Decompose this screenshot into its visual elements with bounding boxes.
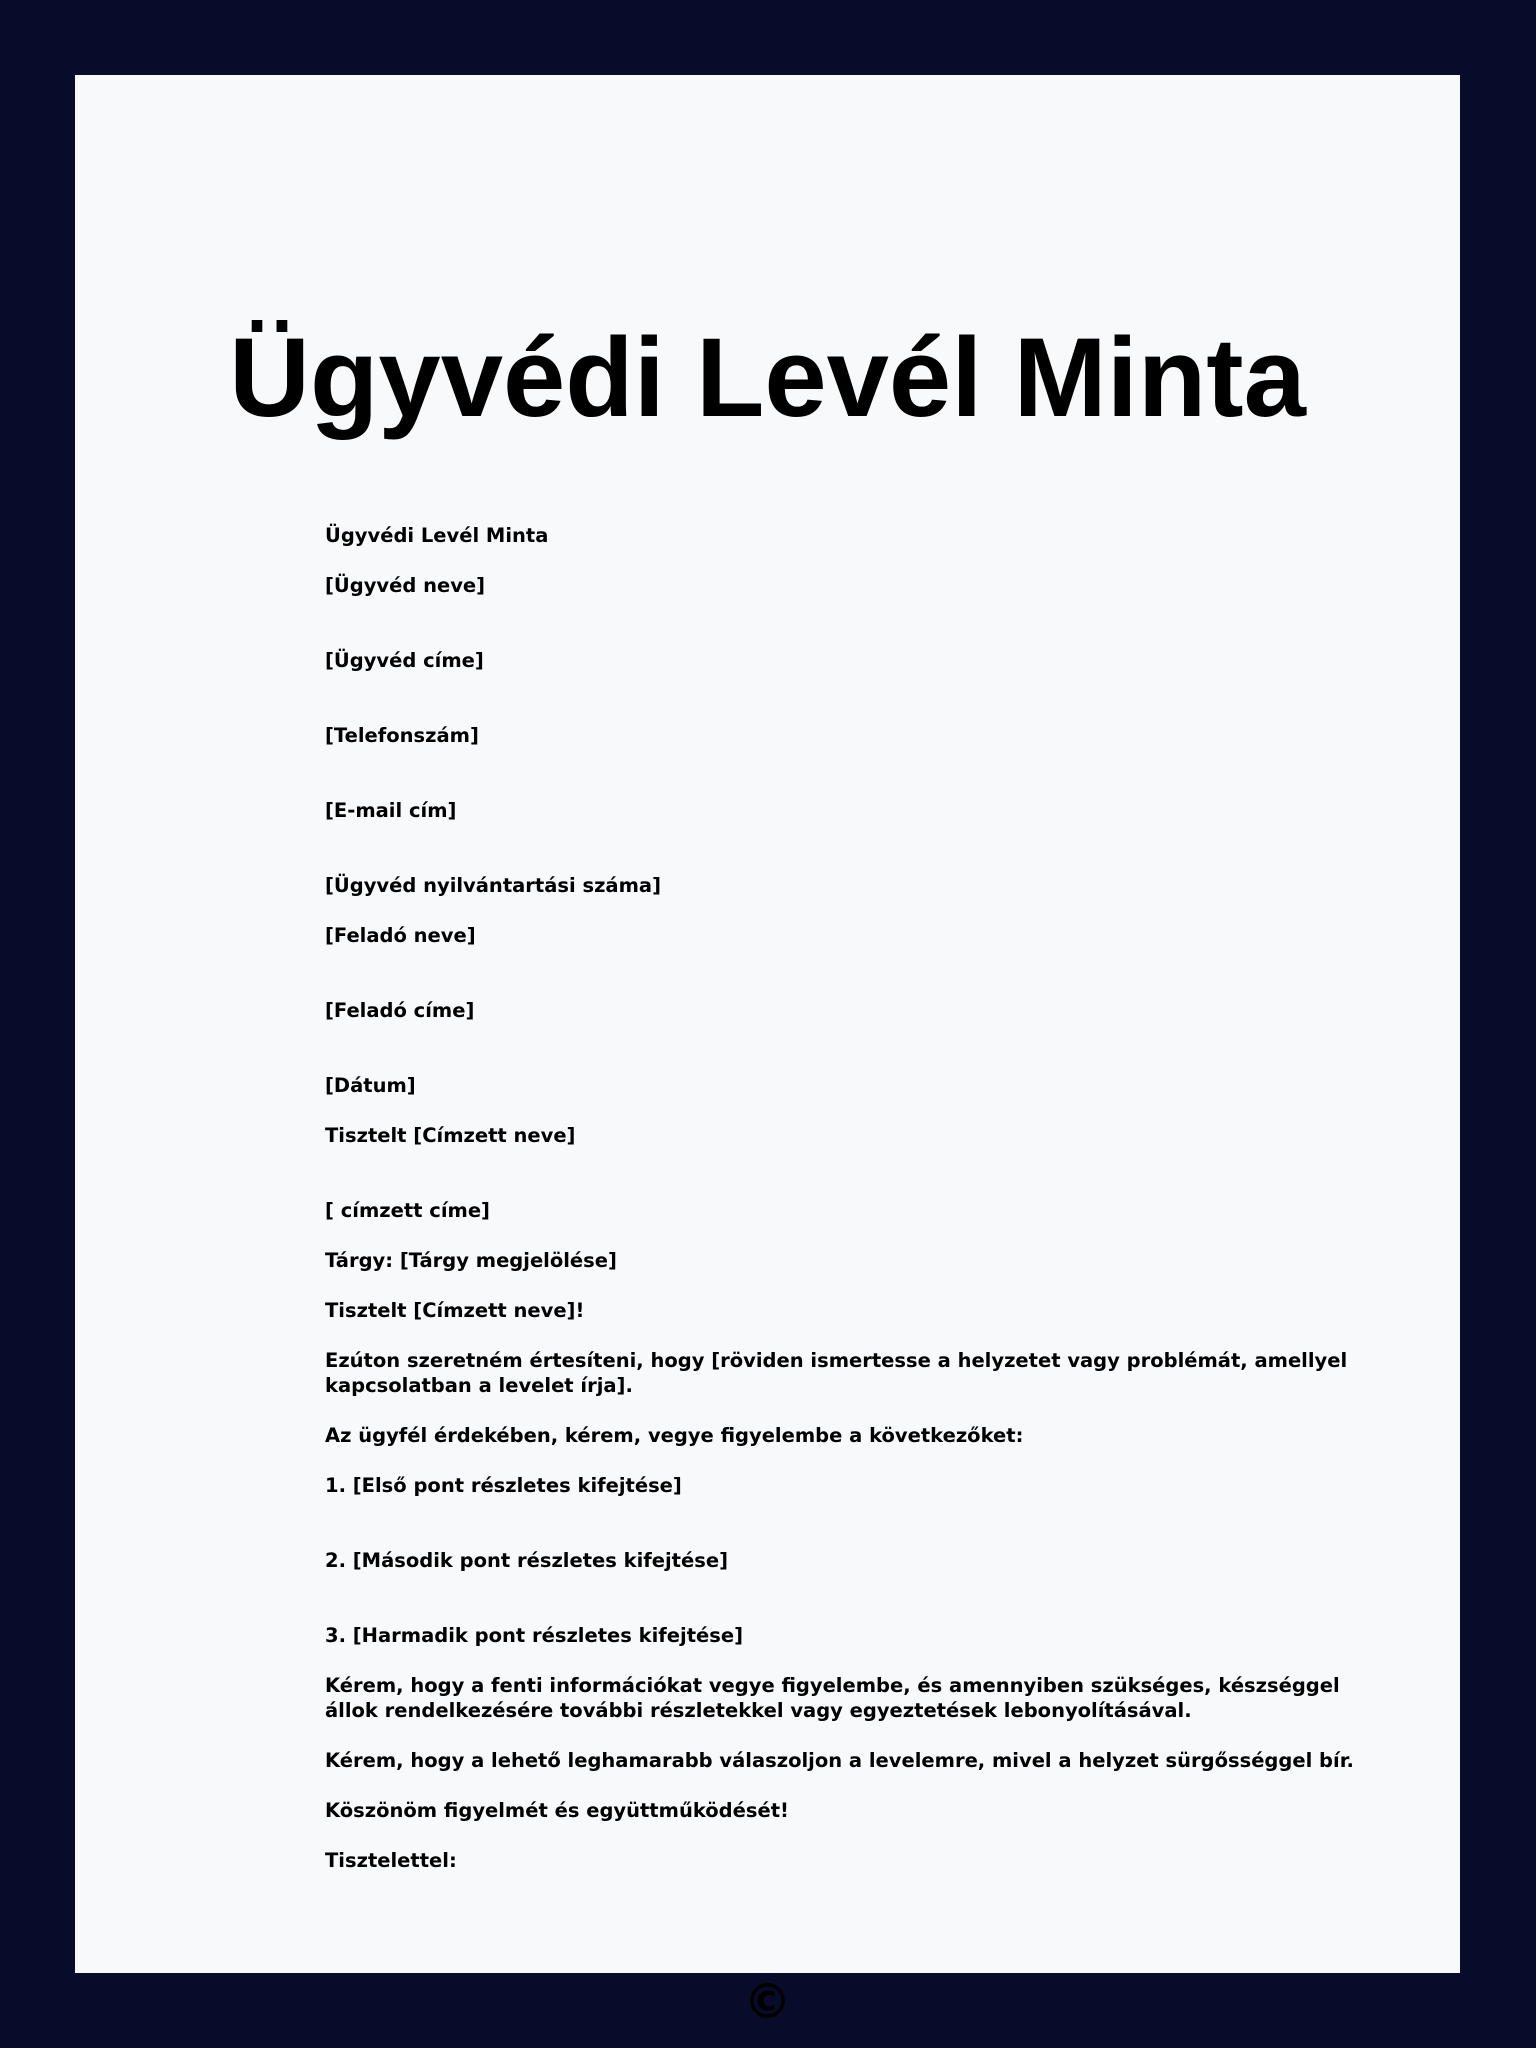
email-line: [E-mail cím]	[325, 799, 457, 822]
lawyer-name-line: [Ügyvéd neve]	[325, 574, 486, 597]
lawyer-registration-line: [Ügyvéd nyilvántartási száma]	[325, 874, 661, 897]
letter-body	[325, 523, 1365, 1898]
urgency-paragraph: Kérem, hogy a lehető leghamarabb válaszoljon a levelemre, mivel a helyzet sürgősséggel bír.	[325, 1749, 1354, 1772]
lawyer-address-line: [Ügyvéd címe]	[325, 649, 484, 672]
copyright-icon: ©	[743, 1974, 792, 2030]
date-line: [Dátum]	[325, 1074, 416, 1097]
letter-heading: Ügyvédi Levél Minta	[325, 524, 549, 547]
phone-line: [Telefonszám]	[325, 724, 479, 747]
sender-name-line: [Feladó neve]	[325, 924, 476, 947]
point-3-line: 3. [Harmadik pont részletes kifejtése]	[325, 1624, 743, 1647]
document-title	[75, 313, 1460, 443]
subject-line: Tárgy: [Tárgy megjelölése]	[325, 1249, 617, 1272]
point-2-line: 2. [Második pont részletes kifejtése]	[325, 1549, 728, 1572]
points-intro-line: Az ügyfél érdekében, kérem, vegye figyelembe a következőket:	[325, 1424, 1024, 1447]
closing-line: Tisztelettel:	[325, 1849, 457, 1872]
point-1-line: 1. [Első pont részletes kifejtése]	[325, 1474, 682, 1497]
document-title-text: Ügyvédi Levél Minta	[229, 315, 1306, 440]
sender-address-line: [Feladó címe]	[325, 999, 475, 1022]
intro-paragraph: Ezúton szeretném értesíteni, hogy [röviden ismertesse a helyzetet vagy problémát, amellyel kapcsolatban a levelet írja].	[325, 1349, 1348, 1397]
thanks-line: Köszönöm figyelmét és együttműködését!	[325, 1799, 789, 1822]
recipient-address-line: [ címzett címe]	[325, 1199, 490, 1222]
recipient-name-line: Tisztelt [Címzett neve]	[325, 1124, 576, 1147]
document-page	[75, 75, 1460, 2030]
availability-paragraph: Kérem, hogy a fenti információkat vegye figyelembe, és amennyiben szükséges, készséggel állok rendelkezésére további részletekkel vagy egyeztetések lebonyolításával.	[325, 1674, 1340, 1722]
salutation-line: Tisztelt [Címzett neve]!	[325, 1299, 585, 1322]
